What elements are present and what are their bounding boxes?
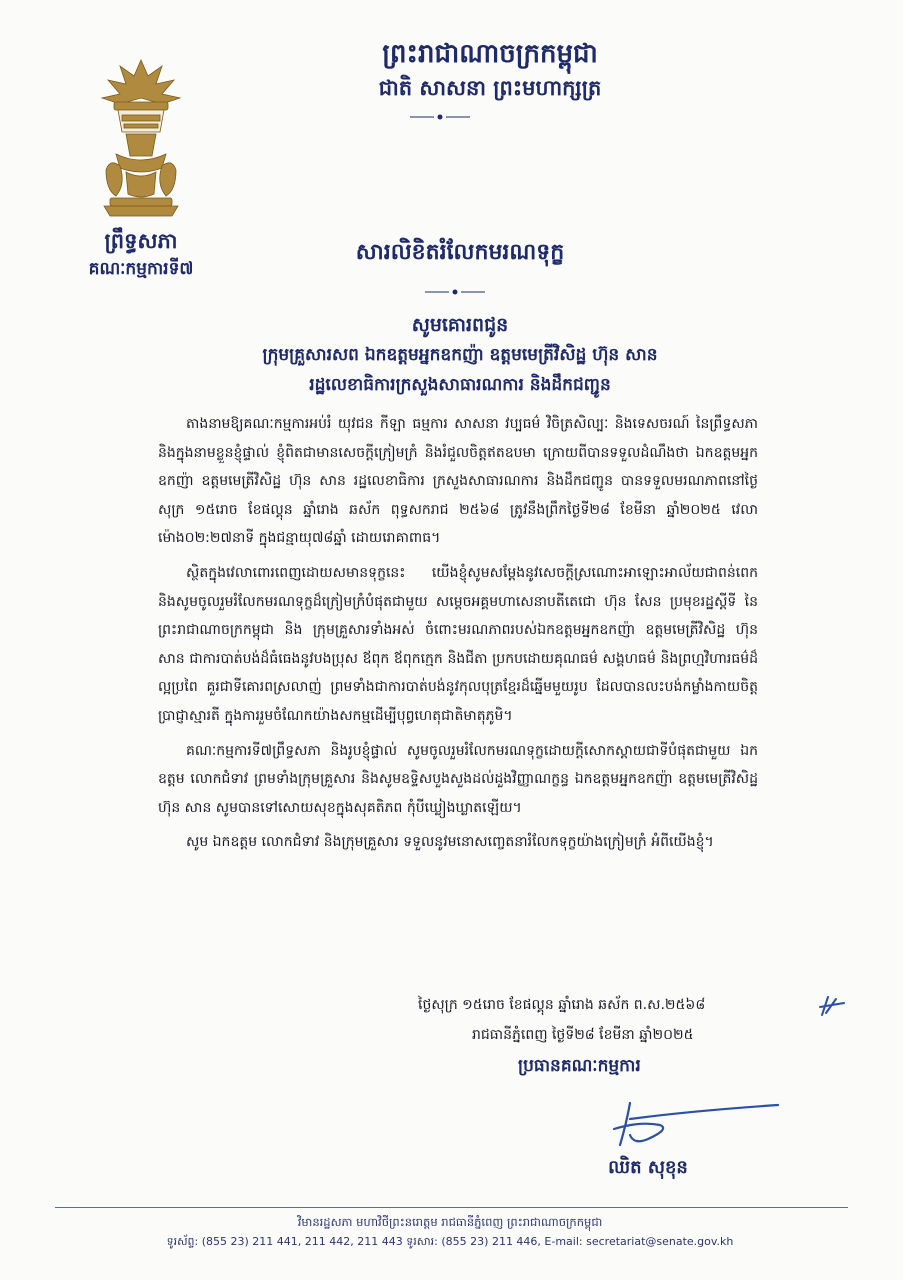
paragraph-2: ស្ថិតក្នុងវេលាពោរពេញដោយសមានទុក្ខនេះ យើងខ្ញុំសូមសម្ដែងនូវសេចក្ដីស្រណោះអាឡោះអាល័យជាពន់ពេក និងសូមចូលរួមរំលែកមរណទុក្ខដ៏ក្រៀមក្រំបំផុតជាមួយ សម្ដេចអគ្គមហាសេនាបតីតេជោ ហ៊ុន សែន ប្រមុខរដ្ឋស្ដីទី នៃព្រះរាជាណាចក្រកម្ពុជា និង ក្រុមគ្រួសារទាំងអស់ ចំពោះមរណភាពរបស់ឯកឧត្តមអ្នកឧកញ៉ា ឧត្តមមេត្រីវិសិដ្ឋ ហ៊ុន សាន ជាការបាត់បង់ដ៏ធំធេងនូវបងប្រុស ឪពុក ឪពុកក្មេក និងជីតា ប្រកបដោយគុណធម៌ សង្គហធម៌ និងព្រហ្មវិហារធម៌ដ៏ល្អប្រពៃ គួរជាទីគោរពស្រលាញ់ ព្រមទាំងជាការបាត់បង់នូវកុលបុត្រខ្មែរដ៏ឆ្នើមមួយរូប ដែលបានលះបង់កម្លាំងកាយចិត្ត ប្រាជ្ញាស្មារតី ក្នុងការរួមចំណែកយ៉ាងសកម្មដើម្បីបុព្វហេតុជាតិមាតុភូមិ។ xyxy=(158,564,758,724)
paragraph-3: គណៈកម្មការទី៧ព្រឹទ្ធសភា និងរូបខ្ញុំផ្ទាល់ សូមចូលរួមរំលែកមរណទុក្ខដោយក្ដីសោកស្ដាយជាទីបំផុតជាមួយ ឯកឧត្តម លោកជំទាវ ព្រមទាំងក្រុមគ្រួសារ និងសូមឧទ្ទិសបួងសួងដល់ដួងវិញ្ញាណក្ខន្ធ ឯកឧត្តមអ្នកឧកញ៉ា ឧត្តមមេត្រីវិសិដ្ឋ ហ៊ុន សាន សូមបានទៅសោយសុខក្នុងសុគតិភព កុំបីឃ្លៀងឃ្លាតឡើយ។ xyxy=(158,742,758,816)
signer-name: ឈិត សុខុន xyxy=(608,1157,688,1178)
document-title: សារលិខិតរំលែកមរណទុក្ខ xyxy=(355,239,565,265)
footer-address: វិមានរដ្ឋសភា មហាវិថីព្រះនរោត្តម រាជធានីភ្នំពេញ ព្រះរាជាណាចក្រកម្ពុជា xyxy=(297,1215,603,1229)
title-divider-icon xyxy=(425,287,485,297)
divider-ornament-icon xyxy=(410,112,470,122)
national-motto: ជាតិ សាសនា ព្រះមហាក្សត្រ xyxy=(378,75,602,100)
addressee-line-1: ក្រុមគ្រួសារសព ឯកឧត្តមអ្នកឧកញ៉ា ឧត្តមមេត្រីវិសិដ្ឋ ហ៊ុន សាន xyxy=(262,345,658,365)
kingdom-name: ព្រះរាជាណាចក្រកម្ពុជា xyxy=(382,39,598,69)
addressee-line-2: រដ្ឋលេខាធិការក្រសួងសាធារណការ និងដឹកជញ្ជូន xyxy=(309,375,611,395)
kingdom-heading xyxy=(290,36,690,104)
lunar-date: ថ្ងៃសុក្រ ១៥រោច ខែផល្គុន ឆ្នាំរោង ឆស័ក ព.ស.២៥៦៨ xyxy=(418,997,706,1013)
addressee-block xyxy=(140,310,780,400)
paragraph-1: តាងនាមឱ្យគណៈកម្មការអប់រំ យុវជន កីឡា ធម្មការ សាសនា វប្បធម៌ វិចិត្រសិល្បៈ និងទេសចរណ៍ នៃព្រឹទ្ធសភា និងក្នុងនាមខ្លួនខ្ញុំផ្ទាល់ ខ្ញុំពិតជាមានសេចក្ដីក្រៀមក្រំ និងរំជួលចិត្តឥតឧបមា ក្រោយពីបានទទួលដំណឹងថា ឯកឧត្តមអ្នកឧកញ៉ា ឧត្តមមេត្រីវិសិដ្ឋ ហ៊ុន សាន រដ្ឋលេខាធិការ ក្រសួងសាធារណការ និងដឹកជញ្ជូន បានទទួលមរណភាពនៅថ្ងៃសុក្រ ១៥រោច ខែផល្គុន ឆ្នាំរោង ឆស័ក ពុទ្ធសករាជ ២៥៦៨ ត្រូវនឹងព្រឹកថ្ងៃទី២៨ ខែមីនា ឆ្នាំ២០២៥ វេលាម៉ោង០២:២៧នាទី ក្នុងជន្មាយុ៧៨ឆ្នាំ ដោយរោគាពាធ។ xyxy=(158,416,758,547)
signer-role: ប្រធានគណៈកម្មការ xyxy=(518,1056,641,1076)
signature-block xyxy=(410,990,810,1082)
letter-body xyxy=(158,410,758,863)
place-date: រាជធានីភ្នំពេញ ថ្ងៃទី២៨ ខែមីនា ឆ្នាំ២០២៥ xyxy=(472,1027,694,1043)
salutation: សូមគោរពជូន xyxy=(411,314,509,336)
footer-contact: ទូរស័ព្ទ: (855 23) 211 441, 211 442, 211 443 ទូរសារ: (855 23) 211 446, E-mail: secretariat@senate.gov.kh xyxy=(166,1235,734,1248)
commission-name: គណៈកម្មការទី៧ xyxy=(88,259,194,279)
initial-mark-icon xyxy=(818,993,848,1019)
senate-emblem-icon xyxy=(96,58,186,218)
institution-block xyxy=(56,226,226,282)
footer xyxy=(100,1212,800,1252)
handwritten-signature-icon xyxy=(600,1095,790,1155)
paragraph-4: សូម ឯកឧត្តម លោកជំទាវ និងក្រុមគ្រួសារ ទទួលនូវមនោសញ្ចេតនារំលែកទុក្ខយ៉ាងក្រៀមក្រំ អំពីយើងខ្ញុំ។ xyxy=(186,834,714,851)
footer-divider xyxy=(55,1207,848,1208)
institution-name: ព្រឹទ្ធសភា xyxy=(104,228,178,253)
